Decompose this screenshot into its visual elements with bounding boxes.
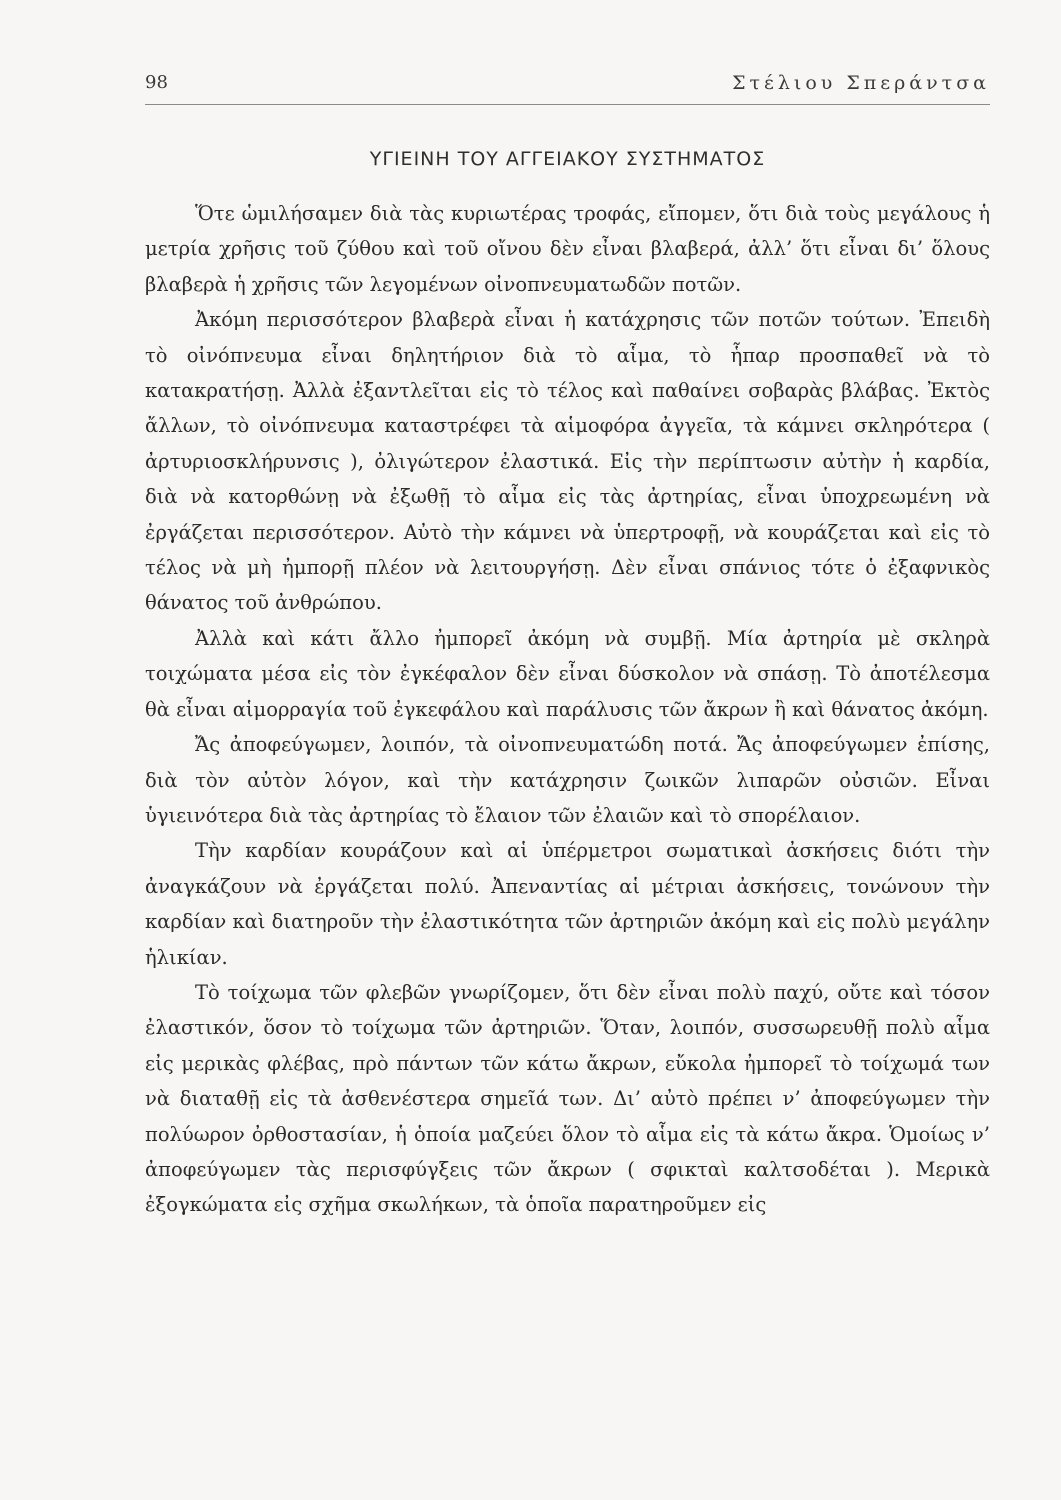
paragraph: Ἄς ἀποφεύγωμεν, λοιπόν, τὰ οἰνοπνευματώδη ποτά. Ἄς ἀποφεύγωμεν ἐπίσης, διὰ τὸν αὐτὸν λόγον, καὶ τὴν κατάχρησιν ζωικῶν λιπαρῶν οὐσιῶν. Εἶναι ὑγιεινότερα διὰ τὰς ἀρτηρίας τὸ ἔλαιον τῶν ἐλαιῶν καὶ τὸ σπορέλαιον. [145, 733, 990, 827]
page-number: 98 [145, 72, 168, 93]
paragraph: Τὴν καρδίαν κουράζουν καὶ αἱ ὑπέρμετροι σωματικαὶ ἀσκήσεις διότι τὴν ἀναγκάζουν νὰ ἐργάζεται πολύ. Ἀπεναντίας αἱ μέτριαι ἀσκήσεις, τονώνουν τὴν καρδίαν καὶ διατηροῦν τὴν ἐλαστικότητα τῶν ἀρτηριῶν ἀκόμη καὶ εἰς πολὺ μεγάλην ἡλικίαν. [145, 839, 990, 969]
paragraph: Ἀλλὰ καὶ κάτι ἄλλο ἠμπορεῖ ἀκόμη νὰ συμβῇ. Μία ἀρτηρία μὲ σκληρὰ τοιχώματα μέσα εἰς τὸν ἐγκέφαλον δὲν εἶναι δύσκολον νὰ σπάσῃ. Τὸ ἀποτέλεσμα θὰ εἶναι αἱμορραγία τοῦ ἐγκεφάλου καὶ παράλυσις τῶν ἄκρων ἢ καὶ θάνατος ἀκόμη. [145, 626, 990, 721]
paragraph: Ὅτε ὡμιλήσαμεν διὰ τὰς κυριωτέρας τροφάς, εἴπομεν, ὅτι διὰ τοὺς μεγάλους ἡ μετρία χρῆσις τοῦ ζύθου καὶ τοῦ οἴνου δὲν εἶναι βλαβερά, ἀλλ’ ὅτι εἶναι δι’ ὅλους βλαβερὰ ἡ χρῆσις τῶν λεγομένων οἰνοπνευματωδῶν ποτῶν. [145, 202, 990, 296]
paragraph: Τὸ τοίχωμα τῶν φλεβῶν γνωρίζομεν, ὅτι δὲν εἶναι πολὺ παχύ, οὔτε καὶ τόσον ἐλαστικόν, ὅσον τὸ τοίχωμα τῶν ἀρτηριῶν. Ὅταν, λοιπόν, συσσωρευθῇ πολὺ αἷμα εἰς μερικὰς φλέβας, πρὸ πάντων τῶν κάτω ἄκρων, εὔκολα ἠμπορεῖ τὸ τοίχωμά των νὰ διαταθῇ εἰς τὰ ἀσθενέστερα σημεῖά των. Δι’ αὐτὸ πρέπει ν’ ἀποφεύγωμεν τὴν πολύωρον ὀρθοστασίαν, ἡ ὁποία μαζεύει ὅλον τὸ αἷμα εἰς τὰ κάτω ἄκρα. Ὁμοίως ν’ ἀποφεύγωμεν τὰς περισφύγξεις τῶν ἄκρων ( σφικταὶ καλτσοδέται ). Μερικὰ ἐξογκώματα εἰς σχῆμα σκωλήκων, τὰ ὁποῖα παρατηροῦμεν εἰς [145, 980, 990, 1217]
page-header [145, 72, 990, 100]
header-rule [145, 104, 990, 105]
section-title: ΥΓΙΕΙΝΗ ΤΟΥ ΑΓΓΕΙΑΚΟΥ ΣΥΣΤΗΜΑΤΟΣ [369, 148, 766, 170]
paragraph: Ἀκόμη περισσότερον βλαβερὰ εἶναι ἡ κατάχρησις τῶν ποτῶν τούτων. Ἐπειδὴ τὸ οἰνόπνευμα εἶναι δηλητήριον διὰ τὸ αἷμα, τὸ ἧπαρ προσπαθεῖ νὰ τὸ κατακρατήσῃ. Ἀλλὰ ἐξαντλεῖται εἰς τὸ τέλος καὶ παθαίνει σοβαρὰς βλάβας. Ἐκτὸς ἄλλων, τὸ οἰνόπνευμα καταστρέφει τὰ αἱμοφόρα ἀγγεῖα, τὰ κάμνει σκληρότερα ( ἀρτυριοσκλήρυνσις ), ὀλιγώτερον ἐλαστικά. Εἰς τὴν περίπτωσιν αὐτὴν ἡ καρδία, διὰ νὰ κατορθώνῃ νὰ ἐξωθῇ τὸ αἷμα εἰς τὰς ἀρτηρίας, εἶναι ὑποχρεωμένη νὰ ἐργάζεται περισσότερον. Αὐτὸ τὴν κάμνει νὰ ὑπερτροφῇ, νὰ κουράζεται καὶ εἰς τὸ τέλος νὰ μὴ ἠμπορῇ πλέον νὰ λειτουργήσῃ. Δὲν εἶναι σπάνιος τότε ὁ ἐξαφνικὸς θάνατος τοῦ ἀνθρώπου. [145, 308, 990, 615]
running-head: Στέλιου Σπεράντσα [732, 72, 990, 94]
body-text [145, 196, 990, 1223]
